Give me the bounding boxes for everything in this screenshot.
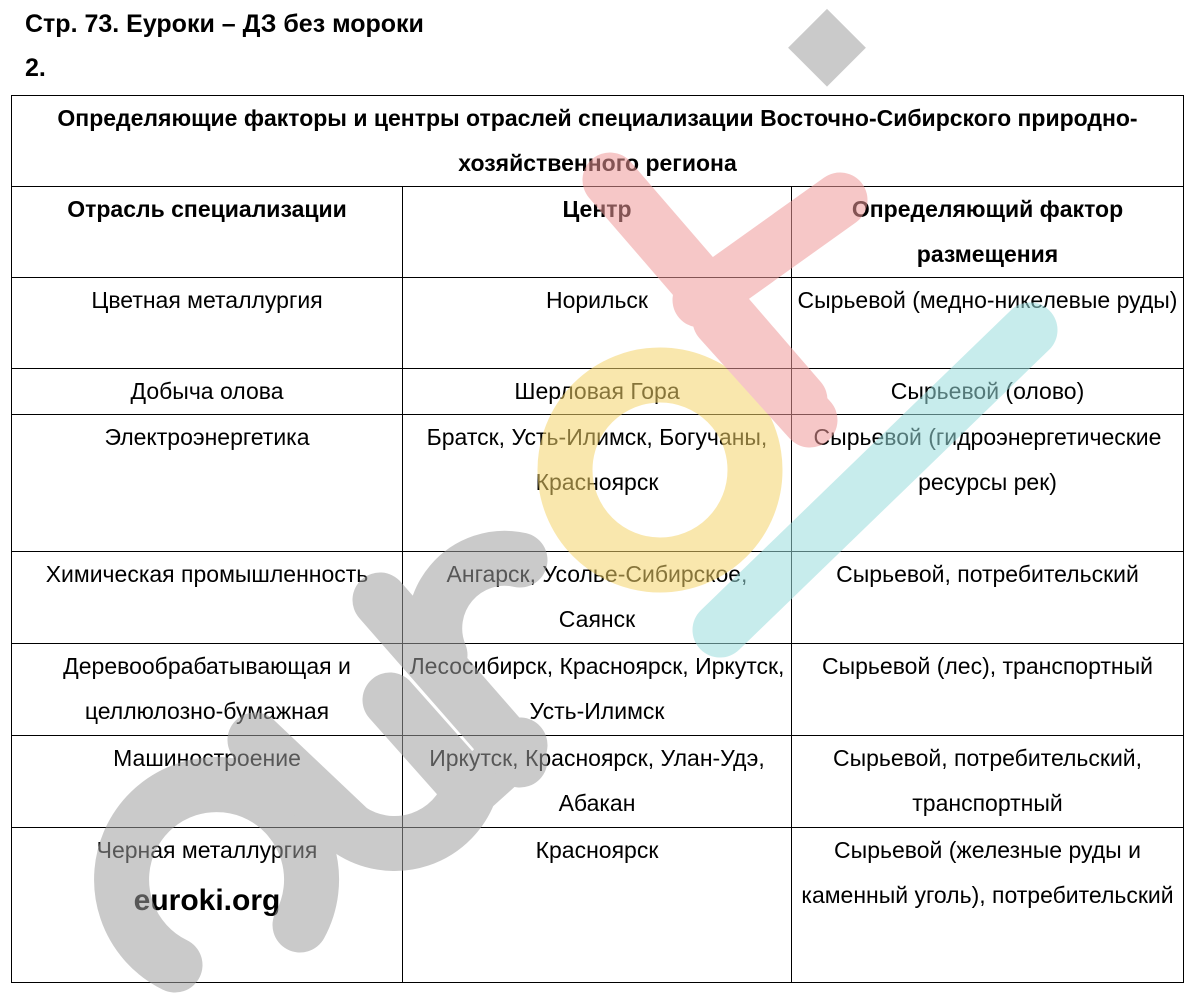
industry-cell: Машиностроение xyxy=(12,736,403,828)
table-header-row xyxy=(12,187,1184,278)
table-row xyxy=(12,415,1184,552)
factor-cell: Сырьевой (лес), транспортный xyxy=(792,644,1184,736)
center-cell: Норильск xyxy=(403,278,792,369)
column-header-center: Центр xyxy=(403,187,792,278)
table-row xyxy=(12,644,1184,736)
industry-cell: Добыча олова xyxy=(12,369,403,415)
factor-cell: Сырьевой (медно-никелевые руды) xyxy=(792,278,1184,369)
industry-text: Черная металлургия xyxy=(96,837,318,863)
site-label: euroki.org xyxy=(133,884,281,917)
factor-cell: Сырьевой (железные руды и каменный уголь), потребительский xyxy=(792,828,1184,983)
industry-cell: Деревообрабатывающая и целлюлозно-бумажная xyxy=(12,644,403,736)
industry-cell: Электроэнергетика xyxy=(12,415,403,552)
industry-cell: Химическая промышленность xyxy=(12,552,403,644)
factor-cell: Сырьевой (гидроэнергетические ресурсы рек) xyxy=(792,415,1184,552)
industry-cell: Цветная металлургия xyxy=(12,278,403,369)
center-cell: Иркутск, Красноярск, Улан-Удэ, Абакан xyxy=(403,736,792,828)
table-caption: Определяющие факторы и центры отраслей специализации Восточно-Сибирского природно-хозяйственного региона xyxy=(12,96,1184,187)
center-cell: Лесосибирск, Красноярск, Иркутск, Усть-Илимск xyxy=(403,644,792,736)
table-caption-row xyxy=(12,96,1184,187)
industry-cell xyxy=(12,828,403,983)
page-title: Стр. 73. Еуроки – ДЗ без мороки xyxy=(25,10,424,38)
center-cell: Красноярск xyxy=(403,828,792,983)
specialization-table xyxy=(11,95,1184,983)
table-row xyxy=(12,552,1184,644)
column-header-industry: Отрасль специализации xyxy=(12,187,403,278)
table-row xyxy=(12,369,1184,415)
center-cell: Братск, Усть-Илимск, Богучаны, Красноярск xyxy=(403,415,792,552)
factor-cell: Сырьевой, потребительский, транспортный xyxy=(792,736,1184,828)
watermark-dot xyxy=(788,9,866,87)
center-cell: Шерловая Гора xyxy=(403,369,792,415)
table-row xyxy=(12,736,1184,828)
table-row xyxy=(12,828,1184,983)
table-row xyxy=(12,278,1184,369)
factor-cell: Сырьевой (олово) xyxy=(792,369,1184,415)
factor-cell: Сырьевой, потребительский xyxy=(792,552,1184,644)
column-header-factor: Определяющий фактор размещения xyxy=(792,187,1184,278)
task-number: 2. xyxy=(25,54,46,82)
center-cell: Ангарск, Усолье-Сибирское, Саянск xyxy=(403,552,792,644)
